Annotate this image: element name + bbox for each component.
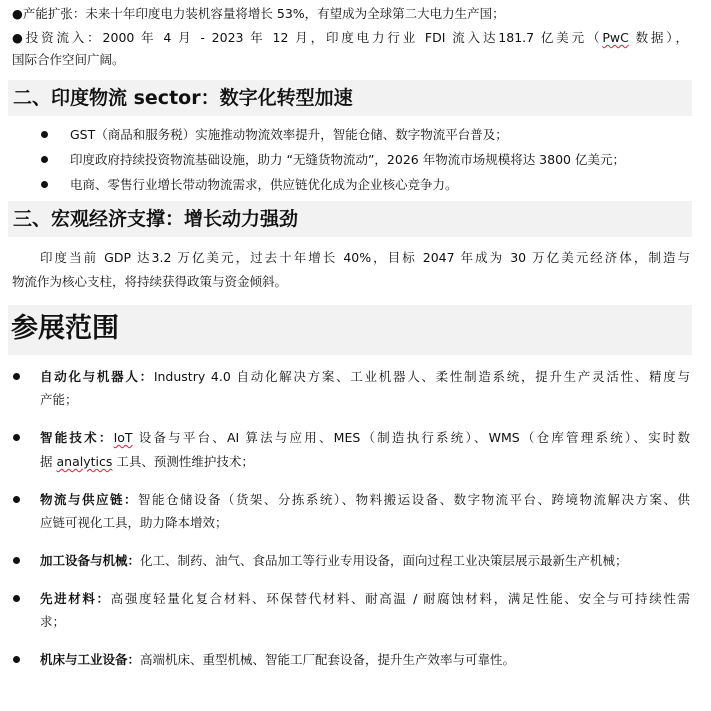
- section-heading-logistics: 二、印度物流 sector：数字化转型加速: [8, 80, 692, 116]
- scope-item-supply-chain-cont: 应链可视化工具，助力降本增效；: [40, 515, 228, 530]
- bullet-icon: [41, 131, 48, 138]
- bullet-icon: [13, 595, 20, 602]
- scope-item-processing: 加工设备与机械：化工、制药、油气、食品加工等行业专用设备，面向过程工业决策层展示最新生产机械；: [40, 553, 628, 568]
- scope-item-materials: 先进材料：高强度轻量化复合材料、环保替代材料、耐高温 / 耐腐蚀材料，满足性能、安全与可持续性需: [40, 591, 690, 606]
- bullet-icon: [13, 656, 20, 663]
- scope-heading: 参展范围: [8, 305, 692, 355]
- scope-item-smart-tech-cont: 据 analytics 工具、预测性维护技术；: [40, 454, 254, 469]
- bullet-icon: [41, 156, 48, 163]
- bullet-icon: [41, 181, 48, 188]
- scope-item-automation: 自动化与机器人：Industry 4.0 自动化解决方案、工业机器人、柔性制造系统，提升生产灵活性、精度与: [40, 369, 690, 384]
- macro-paragraph-line2: 物流作为核心支柱，将持续获得政策与资金倾斜。: [12, 274, 288, 289]
- scope-item-supply-chain: 物流与供应链：智能仓储设备（货架、分拣系统）、物料搬运设备、数字物流平台、跨境物流解决方案、供: [40, 492, 690, 507]
- scope-item-automation-cont: 产能；: [40, 392, 78, 407]
- macro-paragraph-line1: 印度当前 GDP 达3.2 万亿美元，过去十年增长 40%，目标 2047 年成为 30 万亿美元经济体，制造与: [40, 250, 690, 265]
- scope-item-materials-cont: 求；: [40, 614, 66, 629]
- logistics-bullet-3: 电商、零售行业增长带动物流需求，供应链优化成为企业核心竞争力。: [70, 177, 458, 192]
- top-item-capacity: ●产能扩张：未来十年印度电力装机容量将增长 53%，有望成为全球第二大电力生产国；: [12, 6, 505, 21]
- top-item-investment-cont: 国际合作空间广阔。: [12, 52, 125, 67]
- scope-item-machine-tools: 机床与工业设备：高端机床、重型机械、智能工厂配套设备，提升生产效率与可靠性。: [40, 652, 516, 667]
- bullet-icon: [13, 373, 20, 380]
- bullet-icon: [13, 434, 20, 441]
- bullet-icon: [13, 557, 20, 564]
- bullet-icon: [13, 496, 20, 503]
- section-heading-macro: 三、宏观经济支撑：增长动力强劲: [8, 201, 692, 237]
- top-item-investment: ●投资流入：2000 年 4 月 - 2023 年 12 月，印度电力行业 FDI 流入达181.7 亿美元（PwC 数据），: [12, 30, 688, 45]
- logistics-bullet-1: GST（商品和服务税）实施推动物流效率提升，智能仓储、数字物流平台普及；: [70, 127, 508, 142]
- scope-item-smart-tech: 智能技术：IoT 设备与平台、AI 算法与应用、MES（制造执行系统）、WMS（仓库管理系统）、实时数: [40, 430, 690, 445]
- logistics-bullet-2: 印度政府持续投资物流基础设施，助力 “无缝货物流动”，2026 年物流市场规模将达 3800 亿美元；: [70, 152, 625, 167]
